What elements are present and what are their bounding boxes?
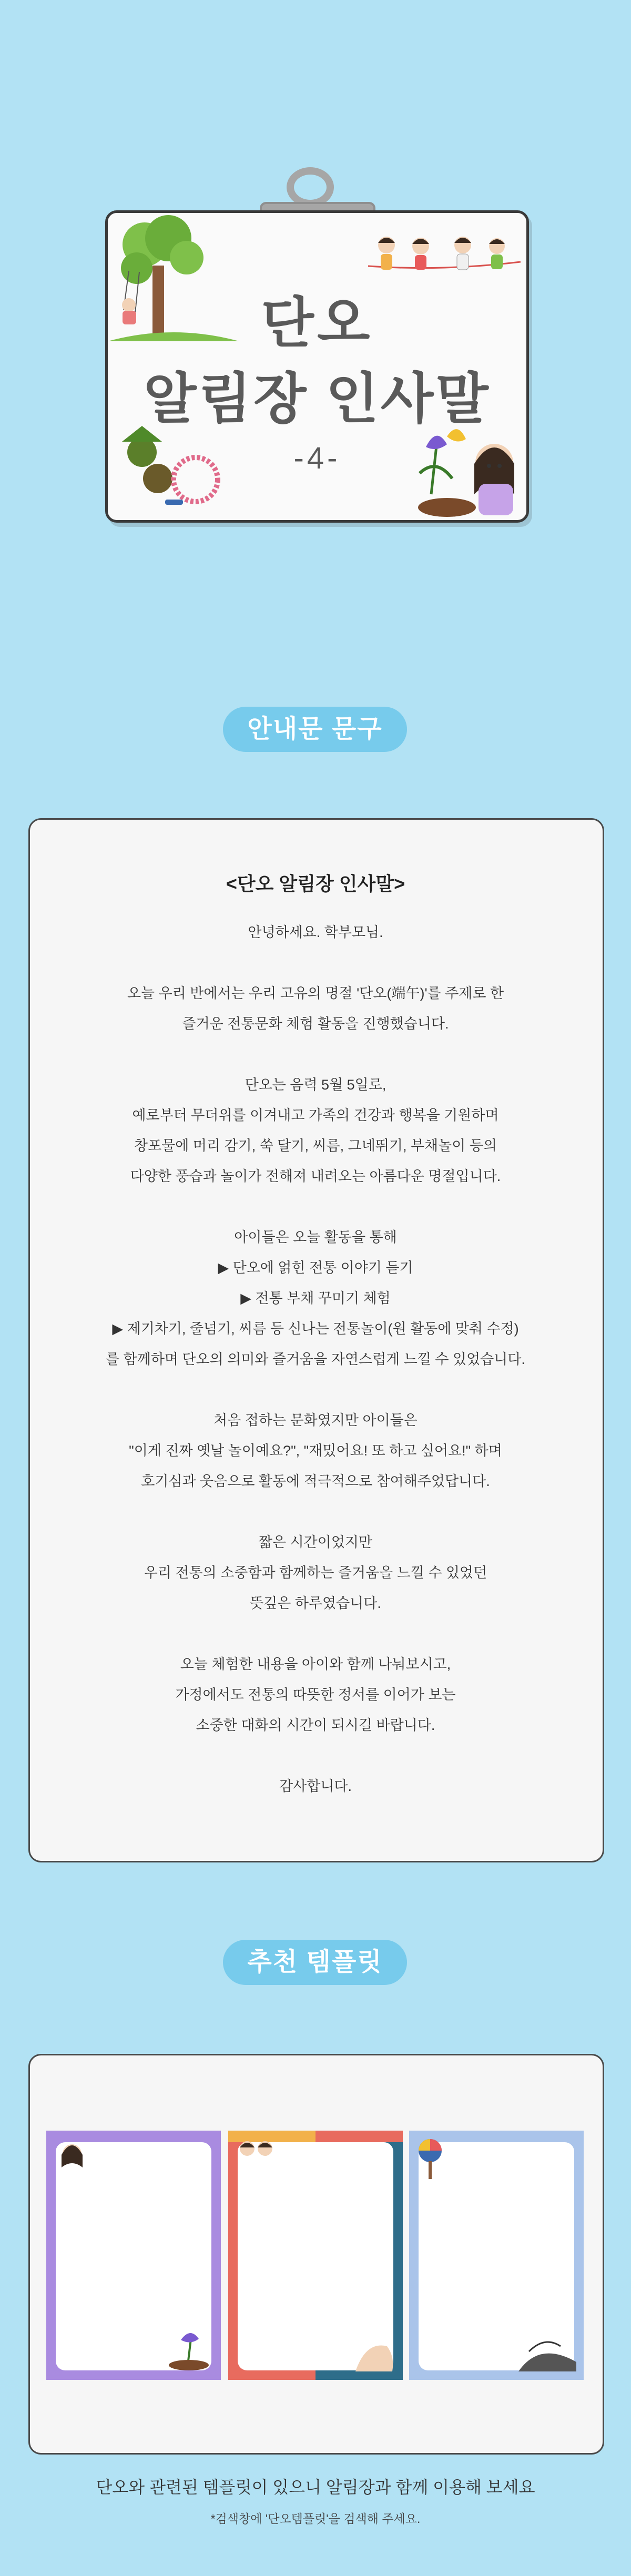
children-garland-illustration (363, 225, 526, 283)
letter-paragraph (28, 1527, 603, 1618)
letter-line: 소중한 대화의 시간이 되시길 바랍니다. (196, 1717, 435, 1733)
letter-line: 단오는 음력 5월 5일로, (245, 1077, 386, 1093)
letter-line: 호기심과 웃음으로 활동에 적극적으로 참여해주었답니다. (141, 1473, 490, 1489)
letter-line: 오늘 우리 반에서는 우리 고유의 명절 '단오(端午)'를 주제로 한 (127, 985, 504, 1001)
letter-line: ▶ 제기차기, 줄넘기, 씨름 등 신나는 전통놀이(원 활동에 맞춰 수정) (112, 1321, 519, 1337)
page-subtitle-number: -4- (293, 441, 341, 475)
section-pill-notice-text: 안내문 문구 (223, 707, 407, 752)
letter-paragraph (28, 1070, 603, 1192)
letter-line: 아이들은 오늘 활동을 통해 (234, 1229, 397, 1245)
notice-letter-body (28, 869, 603, 1832)
ink-landscape-icon (518, 2330, 576, 2373)
letter-line: 안녕하세요. 학부모님. (248, 924, 383, 940)
letter-paragraph (28, 917, 603, 948)
letter-line: 창포물에 머리 감기, 쑥 달기, 씨름, 그네뛰기, 부채놀이 등의 (134, 1138, 497, 1154)
footer-note: *검색창에 '단오템플릿'을 검색해 주세요. (210, 2512, 421, 2526)
iris-pot-icon (165, 2324, 212, 2371)
letter-line: 를 함께하며 단오의 의미와 즐거움을 자연스럽게 느낄 수 있었습니다. (106, 1351, 525, 1367)
letter-line: 감사합니다. (279, 1778, 352, 1794)
letter-line: 우리 전통의 소중함과 함께하는 즐거움을 느낄 수 있었던 (144, 1565, 487, 1581)
girl-icon (54, 2136, 90, 2178)
fan-icon (412, 2134, 449, 2181)
letter-line: 처음 접하는 문화였지만 아이들은 (213, 1412, 418, 1428)
letter-line: 짧은 시간이었지만 (258, 1534, 373, 1550)
letter-line: ▶ 전통 부채 꾸미기 체험 (240, 1290, 391, 1306)
letter-paragraph (28, 978, 603, 1039)
letter-line: 즐거운 전통문화 체험 활동을 진행했습니다. (182, 1016, 449, 1032)
footer-text: 단오와 관련된 템플릿이 있으니 알림장과 함께 이용해 보세요 (96, 2478, 535, 2497)
template-thumbnail-lightblue[interactable] (409, 2131, 584, 2380)
letter-line: 가정에서도 전통의 따뜻한 정서를 이어가 보는 (175, 1687, 456, 1703)
section-pill-recommended-templates: 추천 템플릿 (223, 1940, 407, 1985)
letter-line: "이게 진짜 옛날 놀이예요?", "재밌어요! 또 하고 싶어요!" 하며 (129, 1443, 502, 1459)
letter-heading: <단오 알림장 인사말> (226, 873, 405, 894)
template-thumbnail-purple[interactable] (46, 2131, 221, 2380)
page-title-line1: 단오 (261, 293, 373, 354)
letter-paragraph (28, 1222, 603, 1374)
hand-fan-icon (350, 2330, 398, 2373)
kids-icon (233, 2135, 281, 2166)
letter-line: 뜻깊은 하루였습니다. (250, 1595, 381, 1611)
letter-paragraph (28, 1771, 603, 1801)
page-title-line2: 알림장 인사말 (144, 369, 491, 430)
letter-paragraph (28, 1649, 603, 1740)
template-thumbnail-red-blue[interactable] (228, 2131, 403, 2380)
letter-line: 오늘 체험한 내용을 아이와 함께 나눠보시고, (180, 1656, 451, 1672)
letter-line: 예로부터 무더위를 이겨내고 가족의 건강과 행복을 기원하며 (132, 1107, 499, 1123)
clipboard-ring (287, 167, 334, 207)
letter-paragraph (28, 1405, 603, 1496)
letter-line: ▶ 단오에 얽힌 전통 이야기 듣기 (218, 1260, 413, 1276)
letter-line: 다양한 풍습과 놀이가 전해져 내려오는 아름다운 명절입니다. (130, 1168, 501, 1184)
